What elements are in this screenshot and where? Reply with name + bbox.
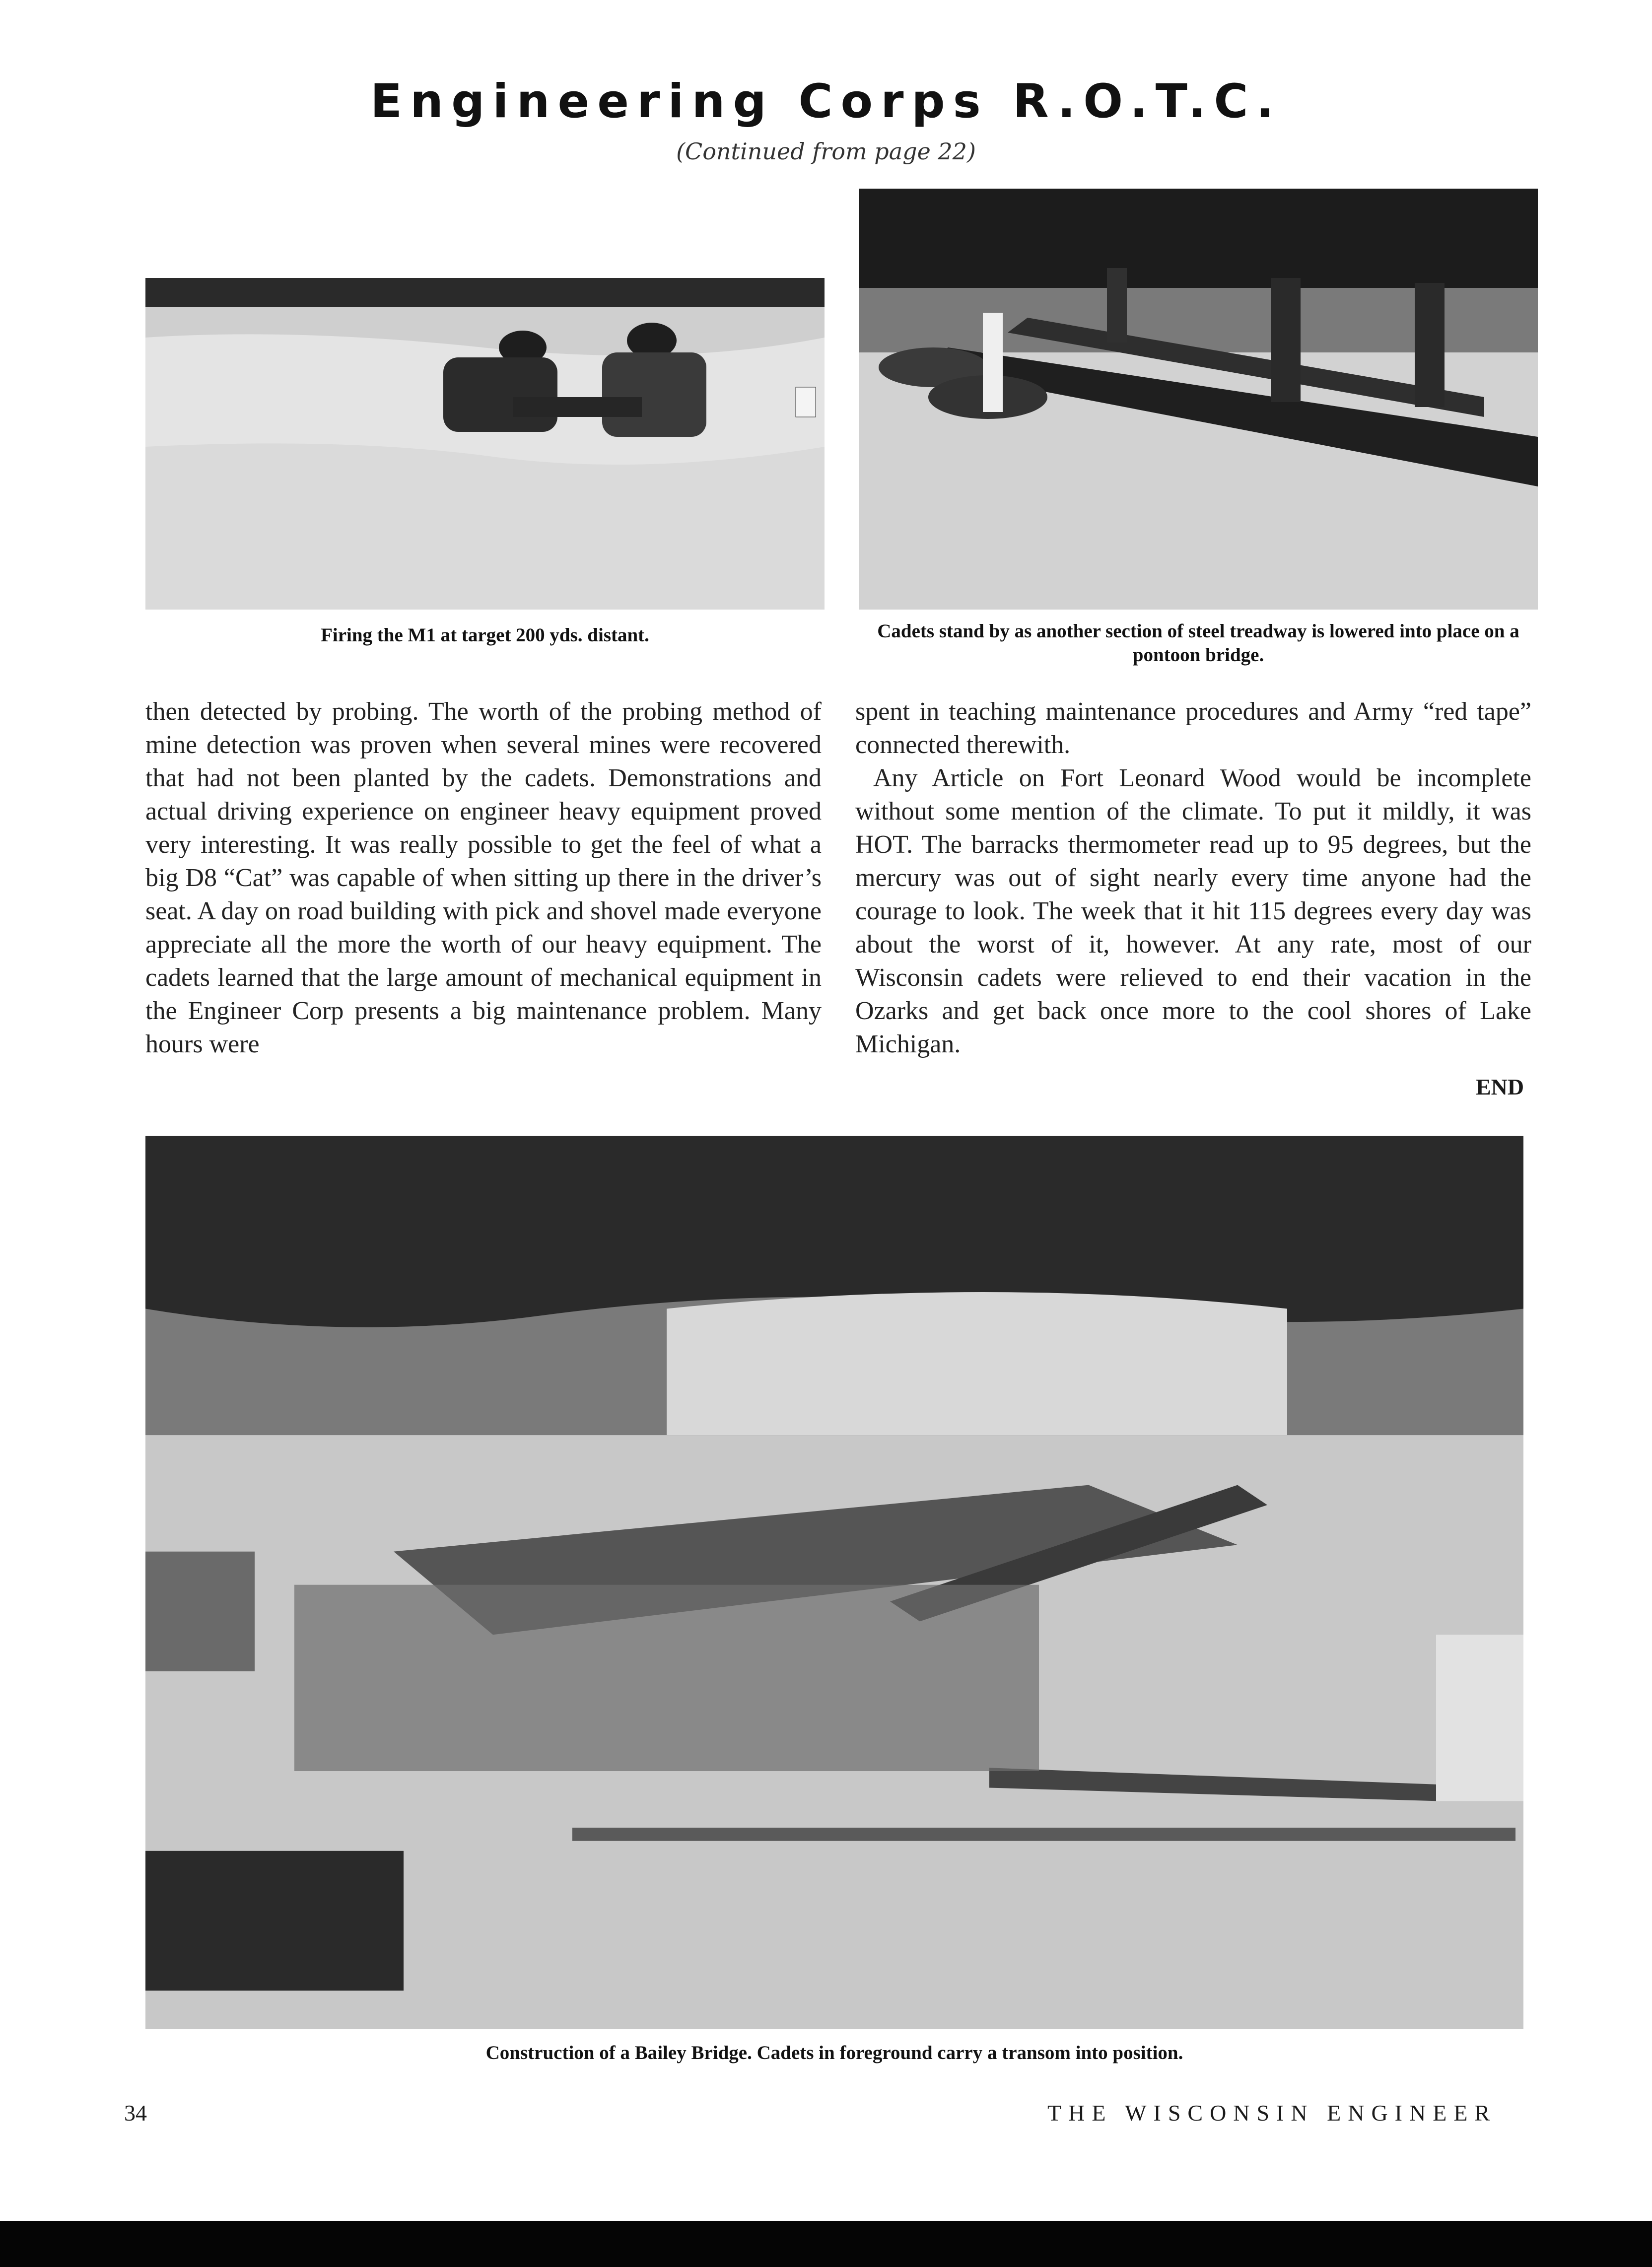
- scan-border: [0, 2221, 1652, 2267]
- continued-note: (Continued from page 22): [676, 138, 976, 165]
- photo-bailey-bridge: [145, 1136, 1523, 2029]
- page-number: 34: [124, 2100, 147, 2126]
- left-paragraph: then detected by probing. The worth of the probing method of mine detection was proven when several mines were recovered that had not been planted by the cadets. Demonstrations and actual driving experience on engineer heavy equipment proved very interesting. It was really possible to get the feel of what a big D8 “Cat” was capable of when sitting up there in the driver’s seat. A day on road building with pick and shovel made everyone appreciate all the more the worth of our heavy equipment. The cadets learned that the large amount of mechanical equipment in the Engineer Corp presents a big maintenance problem. Many hours were: [145, 697, 822, 1058]
- photo-pontoon-bridge: [859, 189, 1538, 610]
- caption-rifle-range: Firing the M1 at target 200 yds. distant.: [321, 624, 649, 646]
- right-paragraph-1: spent in teaching maintenance procedures and Army “red tape” connected therewith.: [855, 697, 1531, 759]
- caption-pontoon-bridge: Cadets stand by as another section of steel treadway is lowered into place on a pontoon bridge.: [877, 620, 1519, 666]
- body-left-column: [145, 695, 822, 1061]
- right-paragraph-2: Any Article on Fort Leonard Wood would be incomplete without some mention of the climate. To put it mildly, it was HOT. The barracks thermometer read up to 95 degrees, but the mercury was out of sight nearly every time anyone had the courage to look. The week that it hit 115 degrees every day was about the worst of it, however. At any rate, most of our Wisconsin cadets were relieved to end their vacation in the Ozarks and get back once more to the cool shores of Lake Michigan.: [855, 764, 1531, 1058]
- end-mark: END: [1476, 1074, 1524, 1099]
- magazine-name: THE WISCONSIN ENGINEER: [1047, 2100, 1497, 2126]
- photo-rifle-range: [145, 189, 825, 610]
- article-title: Engineering Corps R.O.T.C.: [370, 74, 1282, 129]
- body-right-column: [855, 695, 1531, 1061]
- caption-bailey-bridge: Construction of a Bailey Bridge. Cadets in foreground carry a transom into position.: [485, 2042, 1183, 2063]
